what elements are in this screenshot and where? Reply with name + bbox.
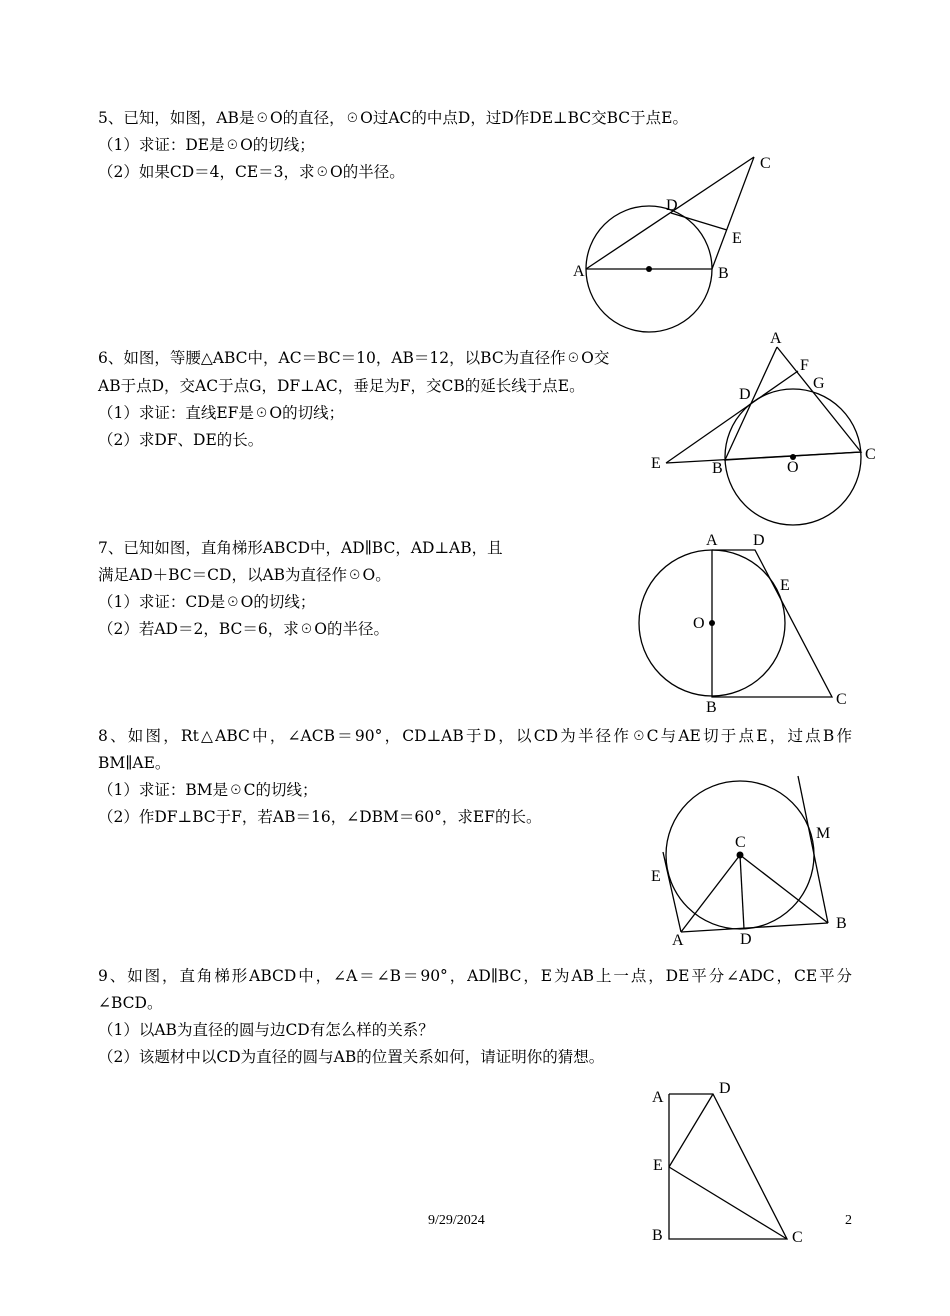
segment-cd bbox=[740, 855, 744, 929]
footer-date: 9/29/2024 bbox=[428, 1213, 485, 1228]
center-o bbox=[709, 620, 715, 626]
label-e: E bbox=[651, 868, 661, 885]
label-d: D bbox=[666, 197, 678, 214]
center-o bbox=[646, 266, 652, 272]
problem-6-part-2: （2）求DF、DE的长。 bbox=[98, 431, 264, 449]
problem-7-part-2: （2）若AD＝2，BC＝6，求☉O的半径。 bbox=[98, 620, 389, 638]
label-d: D bbox=[719, 1080, 731, 1097]
label-b: B bbox=[652, 1227, 663, 1244]
problem-6-part-1: （1）求证：直线EF是☉O的切线； bbox=[98, 404, 345, 422]
label-d: D bbox=[739, 386, 751, 403]
trapezoid-abcd bbox=[669, 1094, 787, 1239]
problem-7-part-1: （1）求证：CD是☉O的切线； bbox=[98, 593, 316, 611]
problem-6-stem-cont: AB于点D，交AC于点G，DF⊥AC，垂足为F，交CB的延长线于点E。 bbox=[98, 377, 585, 395]
problem-9-stem: 9、如图，直角梯形ABCD中，∠A＝∠B＝90°，AD∥BC，E为AB上一点，DE平分∠ADC，CE平分 bbox=[98, 967, 852, 985]
label-e: E bbox=[651, 455, 661, 472]
segment-bc bbox=[712, 157, 754, 269]
trapezoid-abcd bbox=[712, 550, 832, 697]
segment-ab bbox=[681, 923, 828, 932]
problem-7-figure bbox=[620, 525, 860, 720]
segment-ed bbox=[669, 1094, 713, 1167]
segment-de bbox=[671, 213, 727, 230]
label-o: O bbox=[787, 459, 799, 476]
label-c: C bbox=[792, 1229, 803, 1246]
label-a: A bbox=[672, 932, 684, 949]
label-e: E bbox=[780, 577, 790, 594]
segment-ec bbox=[666, 452, 861, 463]
label-c: C bbox=[865, 446, 876, 463]
problem-8-stem: 8、如图，Rt△ABC中，∠ACB＝90°，CD⊥AB于D，以CD为半径作☉C与AE切于点E，过点B作 bbox=[98, 727, 852, 745]
problem-9-part-1: （1）以AB为直径的圆与边CD有怎么样的关系？ bbox=[98, 1021, 434, 1039]
problem-8-part-2: （2）作DF⊥BC于F，若AB＝16，∠DBM＝60°，求EF的长。 bbox=[98, 808, 542, 826]
label-a: A bbox=[770, 330, 782, 347]
problem-5-stem: 5、已知，如图，AB是☉O的直径，☉O过AC的中点D，过D作DE⊥BC交BC于点E。 bbox=[98, 109, 688, 127]
label-a: A bbox=[706, 532, 718, 549]
segment-ef bbox=[666, 371, 798, 463]
label-m: M bbox=[816, 825, 831, 842]
label-c: C bbox=[735, 834, 746, 851]
label-c: C bbox=[836, 691, 847, 708]
label-a: A bbox=[573, 263, 585, 280]
triangle-abc bbox=[725, 347, 861, 460]
problem-7-stem-cont: 满足AD＋BC＝CD，以AB为直径作☉O。 bbox=[98, 566, 391, 584]
label-o: O bbox=[693, 615, 705, 632]
label-b: B bbox=[706, 699, 717, 716]
label-b: B bbox=[718, 265, 729, 282]
page-number: 2 bbox=[845, 1213, 852, 1228]
label-e: E bbox=[732, 230, 742, 247]
label-c: C bbox=[760, 155, 771, 172]
label-b: B bbox=[836, 915, 847, 932]
center-c bbox=[737, 852, 744, 859]
problem-9-figure bbox=[645, 1075, 815, 1245]
problem-7-stem: 7、已知如图，直角梯形ABCD中，AD∥BC，AD⊥AB，且 bbox=[98, 539, 503, 557]
problem-6-stem: 6、如图，等腰△ABC中，AC＝BC＝10，AB＝12，以BC为直径作☉O交 bbox=[98, 349, 610, 367]
label-d: D bbox=[753, 532, 765, 549]
label-e: E bbox=[653, 1157, 663, 1174]
label-g: G bbox=[813, 375, 825, 392]
problem-9-stem-cont: ∠BCD。 bbox=[98, 994, 163, 1012]
problem-6-figure bbox=[640, 325, 885, 530]
problem-5-part-1: （1）求证：DE是☉O的切线； bbox=[98, 136, 315, 154]
problem-5-part-2: （2）如果CD＝4，CE＝3，求☉O的半径。 bbox=[98, 163, 405, 181]
problem-9-part-2: （2）该题材中以CD为直径的圆与AB的位置关系如何，请证明你的猜想。 bbox=[98, 1048, 605, 1066]
label-a: A bbox=[652, 1089, 664, 1106]
label-b: B bbox=[712, 460, 723, 477]
problem-8-figure bbox=[640, 770, 855, 950]
segment-cb bbox=[740, 855, 828, 923]
problem-8-part-1: （1）求证：BM是☉C的切线； bbox=[98, 781, 318, 799]
label-f: F bbox=[800, 357, 809, 374]
label-d: D bbox=[740, 931, 752, 948]
problem-5-figure bbox=[560, 145, 790, 340]
segment-ca bbox=[681, 855, 740, 932]
segment-ae bbox=[663, 852, 681, 932]
segment-bm bbox=[798, 776, 831, 923]
problem-8-stem-cont: BM∥AE。 bbox=[98, 754, 171, 772]
